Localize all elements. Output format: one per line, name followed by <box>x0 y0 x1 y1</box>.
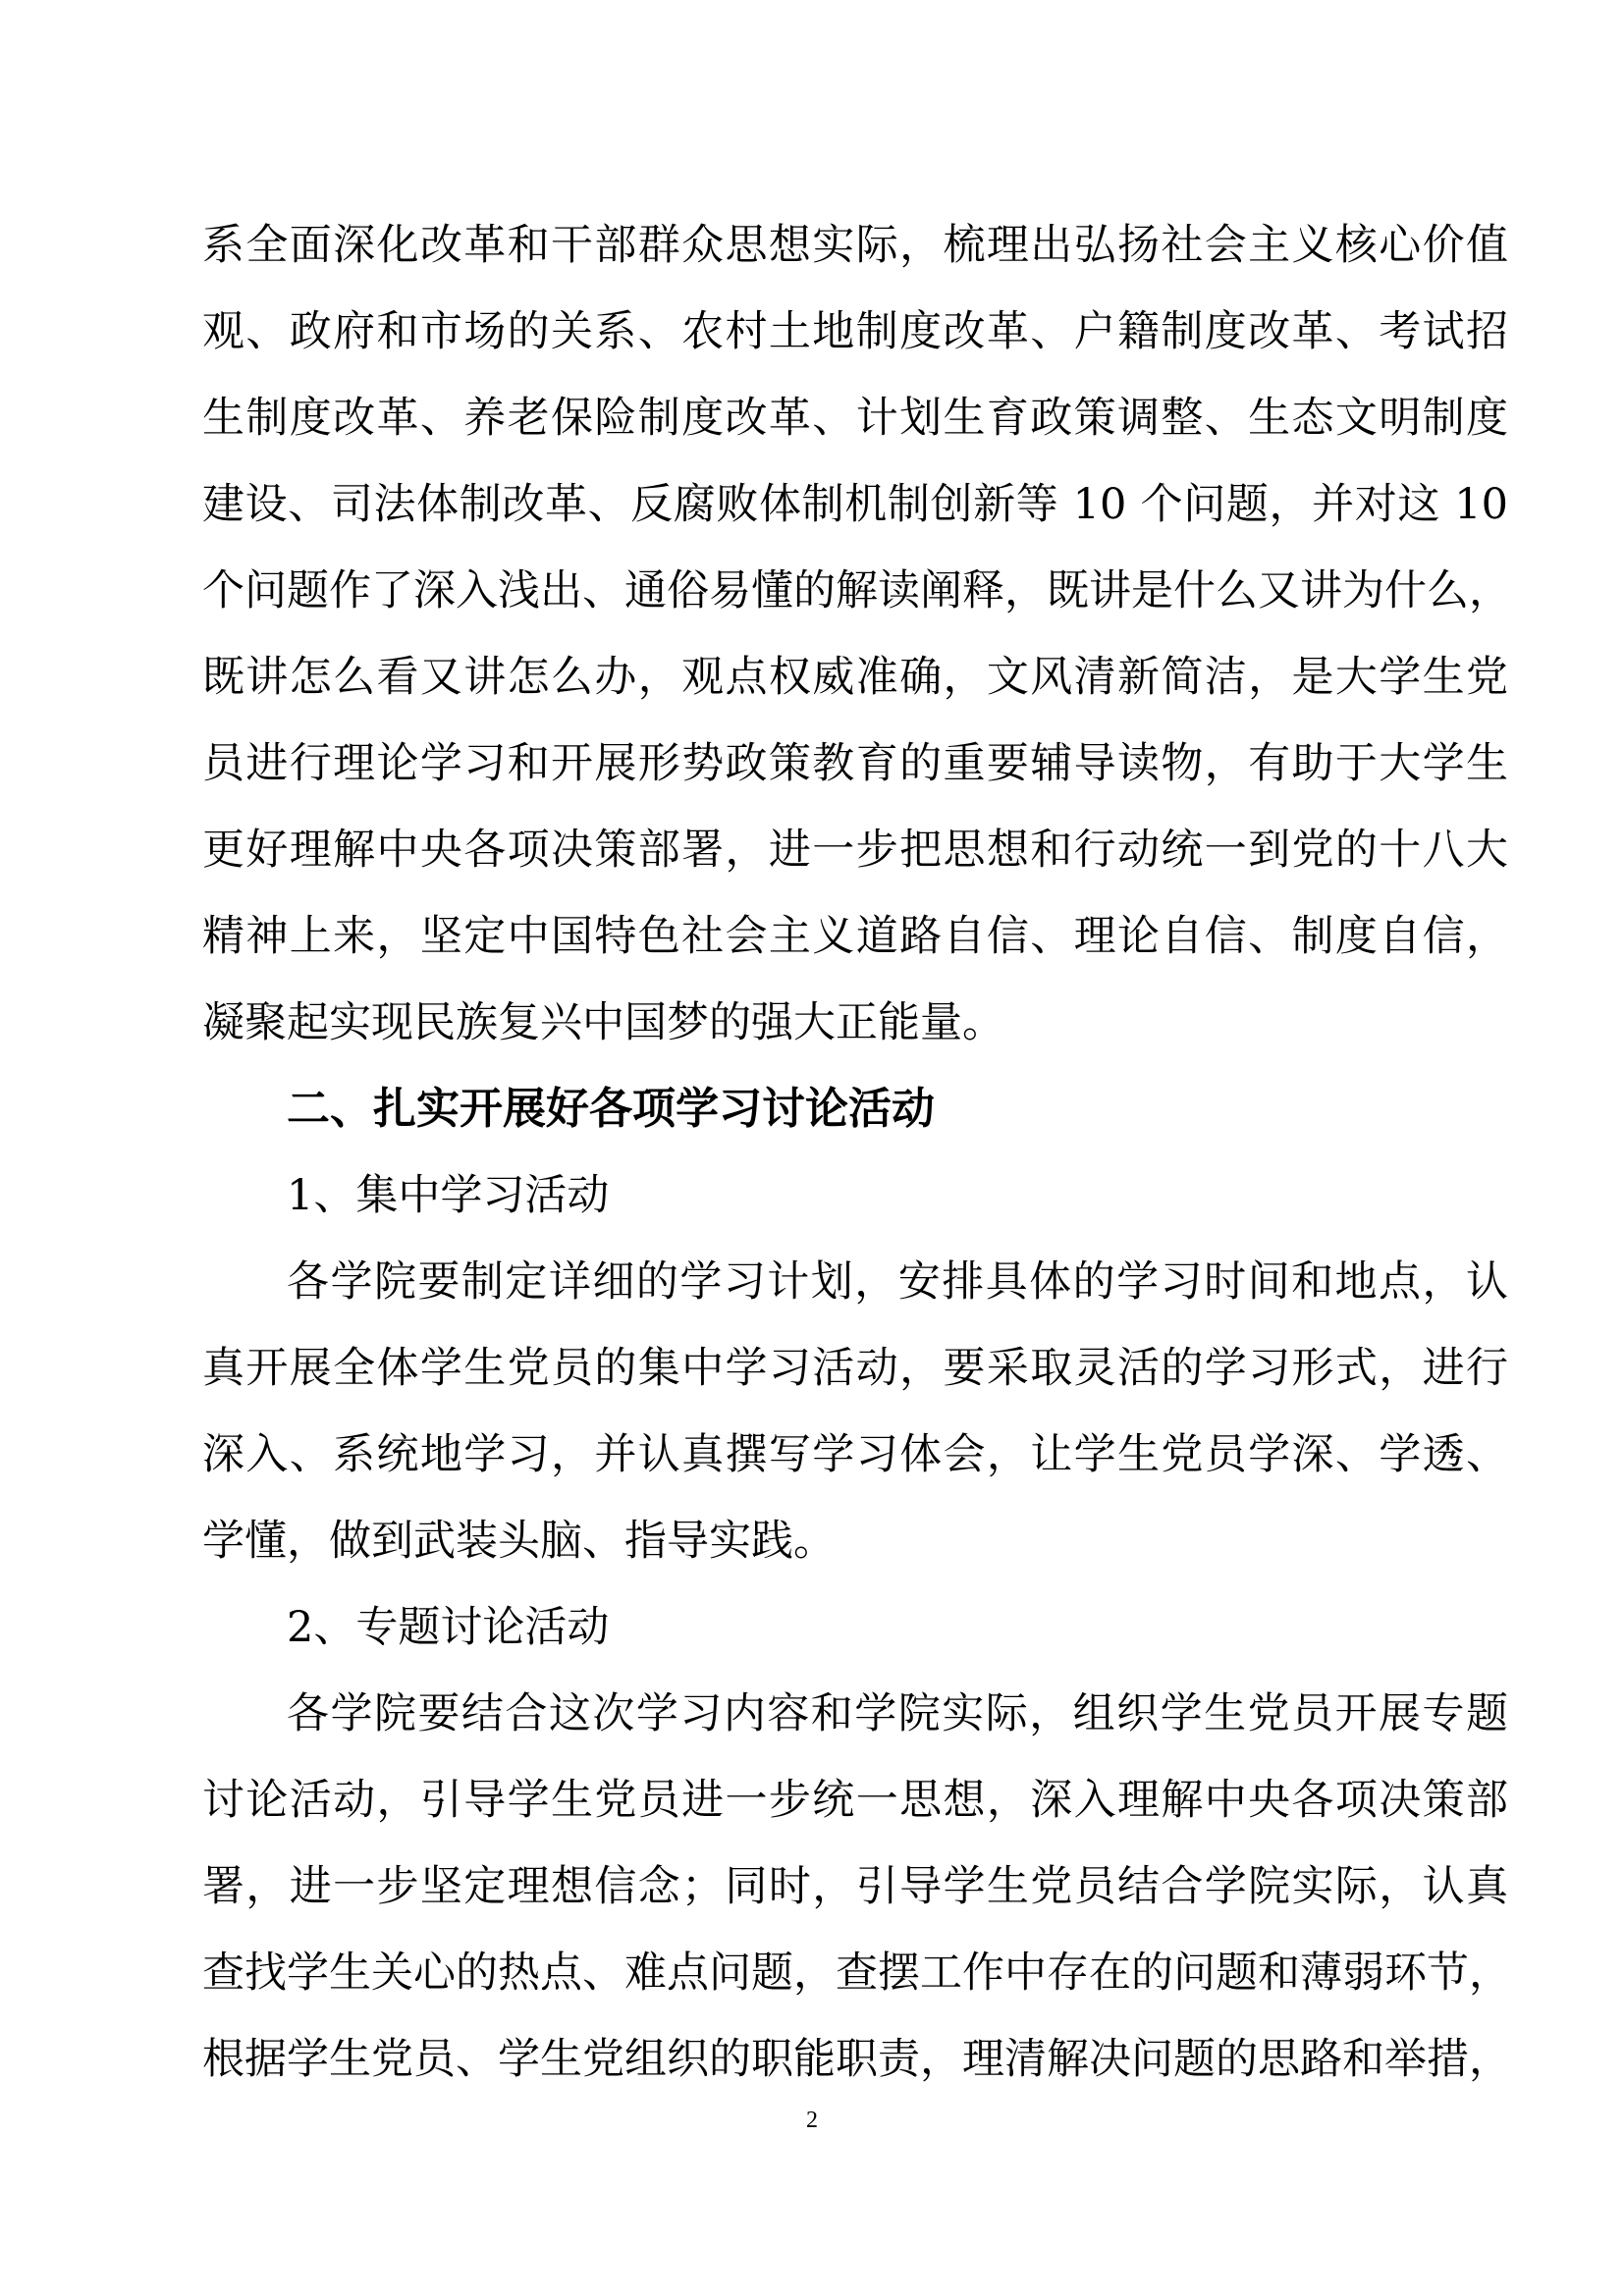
body-text-line: 更好理解中央各项决策部署，进一步把思想和行动统一到党的十八大 <box>202 826 1508 875</box>
body-text-line: 凝聚起实现民族复兴中国梦的强大正能量。 <box>202 998 1004 1047</box>
subsection-heading: 1、集中学习活动 <box>287 1171 610 1220</box>
body-text-line: 生制度改革、养老保险制度改革、计划生育政策调整、生态文明制度 <box>202 394 1508 443</box>
subsection-heading: 2、专题讨论活动 <box>287 1603 610 1652</box>
body-text-line: 署，进一步坚定理想信念；同时，引导学生党员结合学院实际，认真 <box>202 1862 1508 1911</box>
body-text-line: 建设、司法体制改革、反腐败体制机制创新等 10 个问题，并对这 10 <box>202 480 1508 529</box>
body-text-line: 根据学生党员、学生党组织的职能职责，理清解决问题的思路和举措， <box>202 2035 1511 2084</box>
body-text-line: 员进行理论学习和开展形势政策教育的重要辅导读物，有助于大学生 <box>202 739 1508 788</box>
body-text-line: 观、政府和市场的关系、农村土地制度改革、户籍制度改革、考试招 <box>202 307 1508 356</box>
body-text-line: 查找学生关心的热点、难点问题，查摆工作中存在的问题和薄弱环节， <box>202 1949 1511 1998</box>
section-heading: 二、扎实开展好各项学习讨论活动 <box>287 1084 935 1134</box>
body-text-line: 个问题作了深入浅出、通俗易懂的解读阐释，既讲是什么又讲为什么， <box>202 566 1511 615</box>
body-text-line: 精神上来，坚定中国特色社会主义道路自信、理论自信、制度自信， <box>202 912 1508 961</box>
body-text-line: 深入、系统地学习，并认真撰写学习体会，让学生党员学深、学透、 <box>202 1430 1508 1479</box>
body-text-line: 真开展全体学生党员的集中学习活动，要采取灵活的学习形式，进行 <box>202 1344 1508 1393</box>
body-text-line: 系全面深化改革和干部群众思想实际，梳理出弘扬社会主义核心价值 <box>202 221 1508 270</box>
body-text-line: 学懂，做到武装头脑、指导实践。 <box>202 1517 836 1566</box>
page-number: 2 <box>806 2108 818 2133</box>
body-text-line: 各学院要制定详细的学习计划，安排具体的学习时间和地点，认 <box>287 1257 1508 1307</box>
body-text-line: 讨论活动，引导学生党员进一步统一思想，深入理解中央各项决策部 <box>202 1776 1508 1825</box>
body-text-line: 既讲怎么看又讲怎么办，观点权威准确，文风清新简洁，是大学生党 <box>202 653 1508 702</box>
body-text-line: 各学院要结合这次学习内容和学院实际，组织学生党员开展专题 <box>287 1689 1508 1738</box>
